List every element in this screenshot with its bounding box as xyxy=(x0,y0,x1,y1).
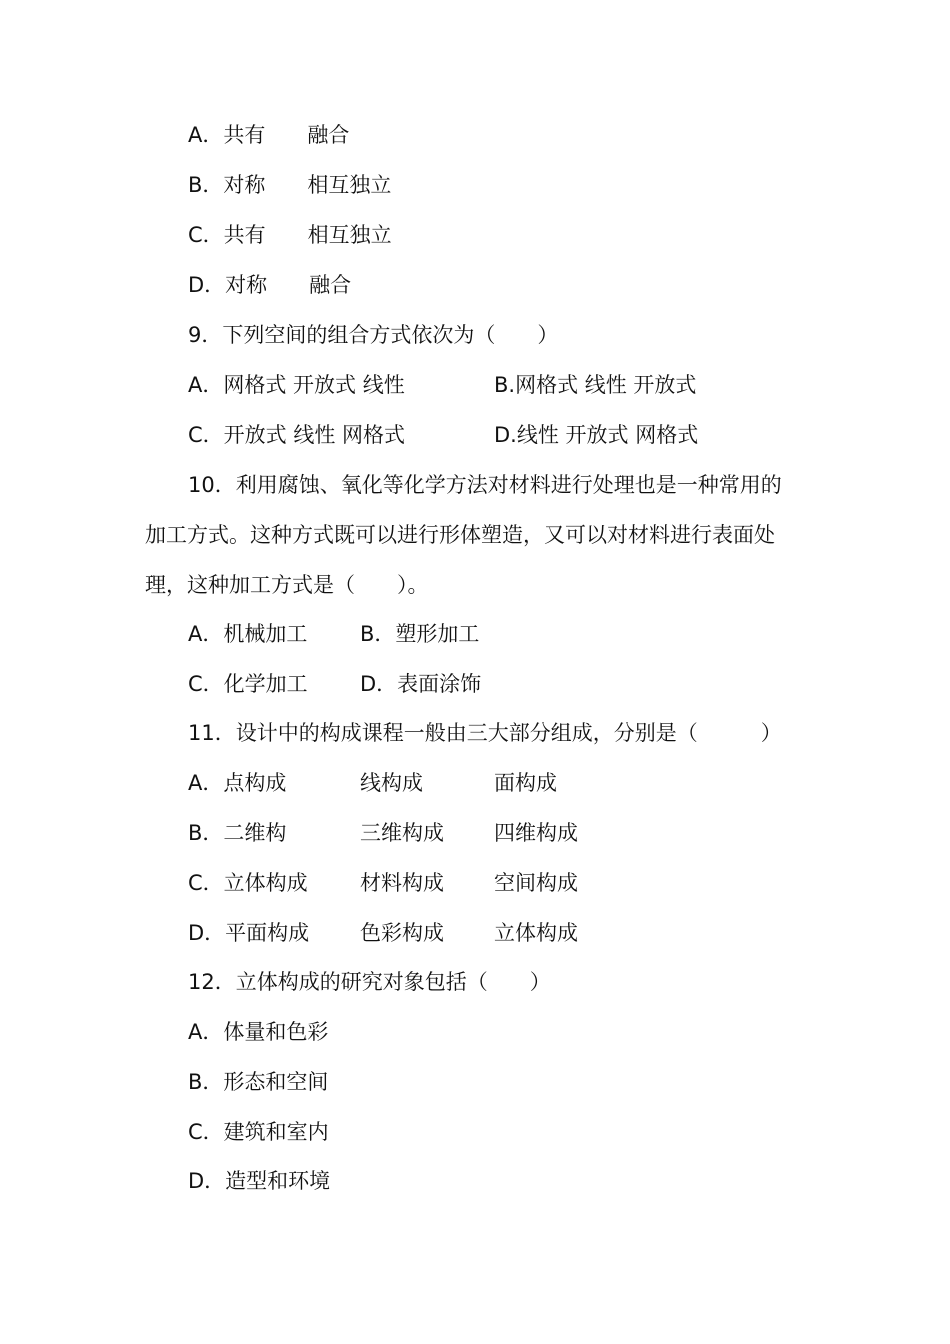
q11-option-d-3: 立体构成 xyxy=(494,921,578,945)
q11-option-c-1: C．立体构成 xyxy=(188,871,308,895)
q12-option-c: C．建筑和室内 xyxy=(188,1120,329,1144)
q8-option-a: A．共有 融合 xyxy=(188,123,350,147)
q9-option-c: C．开放式 线性 网格式 xyxy=(188,423,406,447)
q10-stem-line-2: 加工方式。这种方式既可以进行形体塑造，又可以对材料进行表面处 xyxy=(145,523,775,547)
q12-option-a: A．体量和色彩 xyxy=(188,1020,329,1044)
q12-option-b: B．形态和空间 xyxy=(188,1070,329,1094)
q11-option-c-3: 空间构成 xyxy=(494,871,578,895)
q9-option-b: B.网格式 线性 开放式 xyxy=(494,373,697,397)
q11-option-b-1: B．二维构 xyxy=(188,821,287,845)
q9-option-a: A．网格式 开放式 线性 xyxy=(188,373,405,397)
q11-option-c-2: 材料构成 xyxy=(360,871,444,895)
q8-option-d: D．对称 融合 xyxy=(188,273,352,297)
q11-option-d-1: D．平面构成 xyxy=(188,921,310,945)
q10-option-d: D．表面涂饰 xyxy=(360,672,482,696)
q11-stem: 11．设计中的构成课程一般由三大部分组成，分别是（ ） xyxy=(188,721,782,745)
q10-stem-line-3: 理，这种加工方式是（ ）。 xyxy=(145,573,429,597)
q11-option-a-3: 面构成 xyxy=(494,771,557,795)
q12-stem: 12．立体构成的研究对象包括（ ） xyxy=(188,970,551,994)
q8-option-b: B．对称 相互独立 xyxy=(188,173,392,197)
q8-option-c: C．共有 相互独立 xyxy=(188,223,392,247)
q12-option-d: D．造型和环境 xyxy=(188,1169,331,1193)
q11-option-a-2: 线构成 xyxy=(360,771,423,795)
q10-stem-line-1: 10．利用腐蚀、氧化等化学方法对材料进行处理也是一种常用的 xyxy=(188,473,782,497)
q9-option-d: D.线性 开放式 网格式 xyxy=(494,423,699,447)
q11-option-b-2: 三维构成 xyxy=(360,821,444,845)
q11-option-a-1: A．点构成 xyxy=(188,771,287,795)
q10-option-a: A．机械加工 xyxy=(188,622,308,646)
q11-option-b-3: 四维构成 xyxy=(494,821,578,845)
q9-stem: 9．下列空间的组合方式依次为（ ） xyxy=(188,323,559,347)
q10-option-b: B．塑形加工 xyxy=(360,622,480,646)
q11-option-d-2: 色彩构成 xyxy=(360,921,444,945)
q10-option-c: C．化学加工 xyxy=(188,672,308,696)
